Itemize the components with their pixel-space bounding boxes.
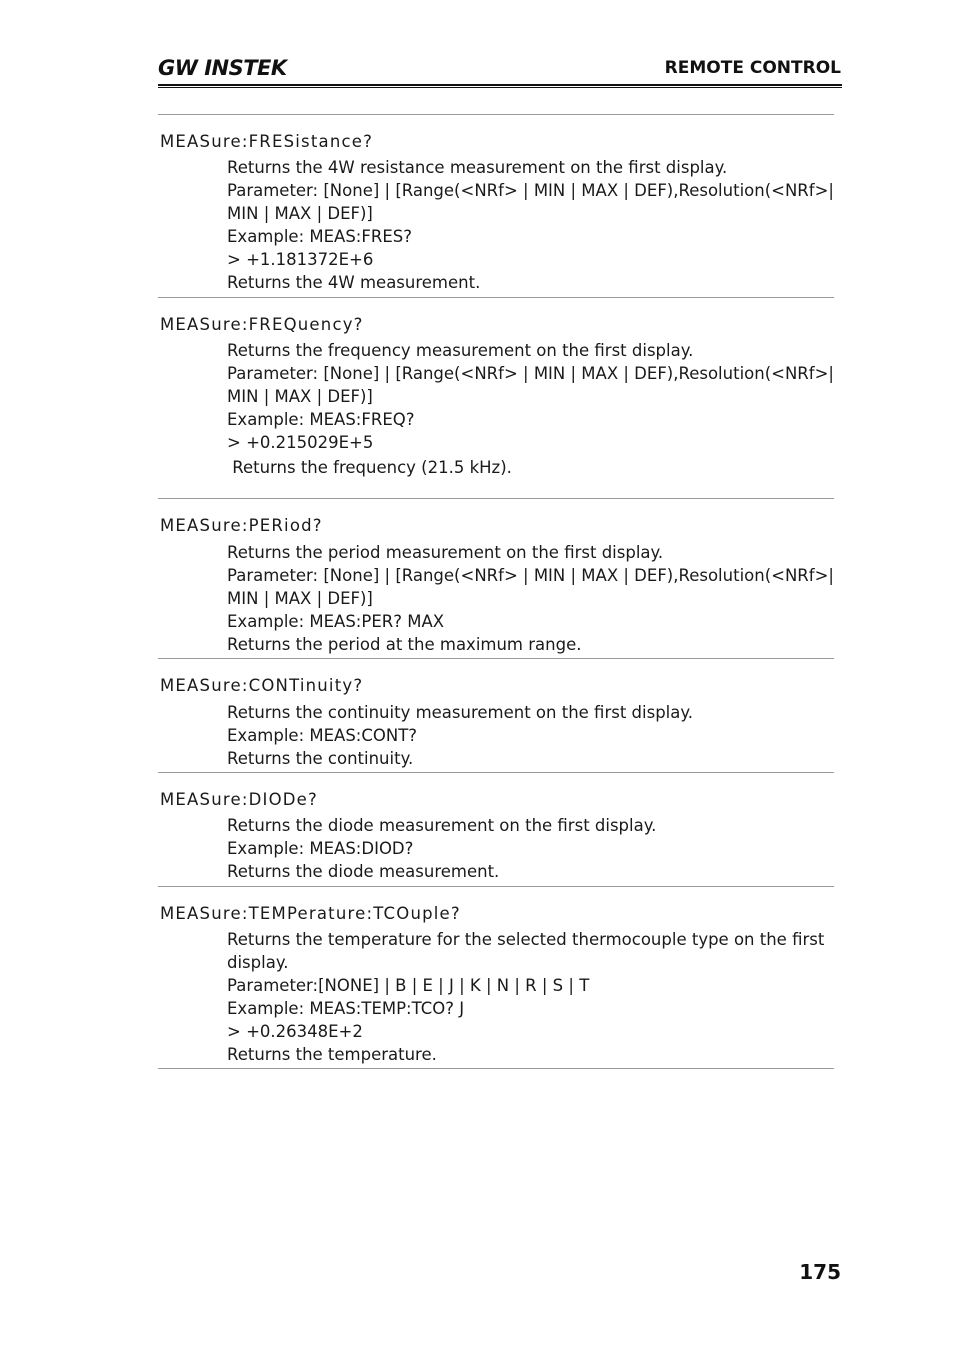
command-heading-diode: MEASure:DIODe?: [160, 790, 318, 809]
command-description-period: [227, 541, 834, 656]
description-line: Example: MEAS:DIOD?: [227, 839, 414, 858]
description-line: Returns the frequency measurement on the first display.: [227, 341, 694, 360]
description-line: MIN | MAX | DEF)]: [227, 589, 373, 608]
header-rule-thin: [158, 87, 842, 88]
separator-rule: [158, 1068, 834, 1069]
description-line: Example: MEAS:FRES?: [227, 227, 412, 246]
description-line: Returns the period measurement on the first display.: [227, 543, 664, 562]
separator-rule: [158, 297, 834, 298]
separator-rule: [158, 772, 834, 773]
separator-rule: [158, 114, 834, 115]
description-line: Returns the temperature.: [227, 1045, 437, 1064]
command-description-fresistance: [227, 156, 834, 294]
command-heading-period: MEASure:PERiod?: [160, 516, 323, 535]
section-title: REMOTE CONTROL: [664, 58, 841, 78]
command-heading-continuity: MEASure:CONTinuity?: [160, 676, 364, 695]
header-rule: [158, 84, 842, 86]
command-description-temperature-tcouple: [227, 928, 827, 1066]
description-line: Returns the diode measurement on the first display.: [227, 816, 657, 835]
description-line: Parameter: [None] | [Range(<NRf> | MIN | MAX | DEF),Resolution(<NRf>|: [227, 364, 834, 383]
description-line: Parameter: [None] | [Range(<NRf> | MIN | MAX | DEF),Resolution(<NRf>|: [227, 566, 834, 585]
description-line: Returns the period at the maximum range.: [227, 635, 582, 654]
description-line: > +1.181372E+6: [227, 250, 374, 269]
command-description-continuity: [227, 701, 827, 770]
description-line: Parameter:[NONE] | B | E | J | K | N | R | S | T: [227, 976, 590, 995]
description-line: Returns the continuity.: [227, 749, 414, 768]
command-heading-fresistance: MEASure:FRESistance?: [160, 132, 374, 151]
command-heading-temperature-tcouple: MEASure:TEMPerature:TCOuple?: [160, 904, 461, 923]
description-line: Returns the frequency (21.5 kHz).: [227, 458, 512, 477]
description-line: Example: MEAS:FREQ?: [227, 410, 415, 429]
description-line: Example: MEAS:TEMP:TCO? J: [227, 999, 465, 1018]
description-line: Returns the 4W measurement.: [227, 273, 481, 292]
separator-rule: [158, 658, 834, 659]
description-line: Example: MEAS:PER? MAX: [227, 612, 445, 631]
separator-rule: [158, 498, 834, 499]
command-description-frequency: [227, 339, 834, 479]
description-line: display.: [227, 953, 289, 972]
description-line: Returns the 4W resistance measurement on the first display.: [227, 158, 728, 177]
description-line: > +0.26348E+2: [227, 1022, 363, 1041]
description-line: Returns the continuity measurement on the first display.: [227, 703, 694, 722]
description-line: MIN | MAX | DEF)]: [227, 387, 373, 406]
description-line: Returns the temperature for the selected thermocouple type on the first: [227, 930, 825, 949]
description-line: MIN | MAX | DEF)]: [227, 204, 373, 223]
separator-rule: [158, 886, 834, 887]
command-description-diode: [227, 814, 827, 883]
brand-logo: GW INSTEK: [158, 56, 287, 80]
page-number: 175: [799, 1260, 841, 1284]
description-line: Example: MEAS:CONT?: [227, 726, 418, 745]
command-heading-frequency: MEASure:FREQuency?: [160, 315, 364, 334]
description-line: > +0.215029E+5: [227, 433, 374, 452]
description-line: Returns the diode measurement.: [227, 862, 500, 881]
description-line: Parameter: [None] | [Range(<NRf> | MIN | MAX | DEF),Resolution(<NRf>|: [227, 181, 834, 200]
